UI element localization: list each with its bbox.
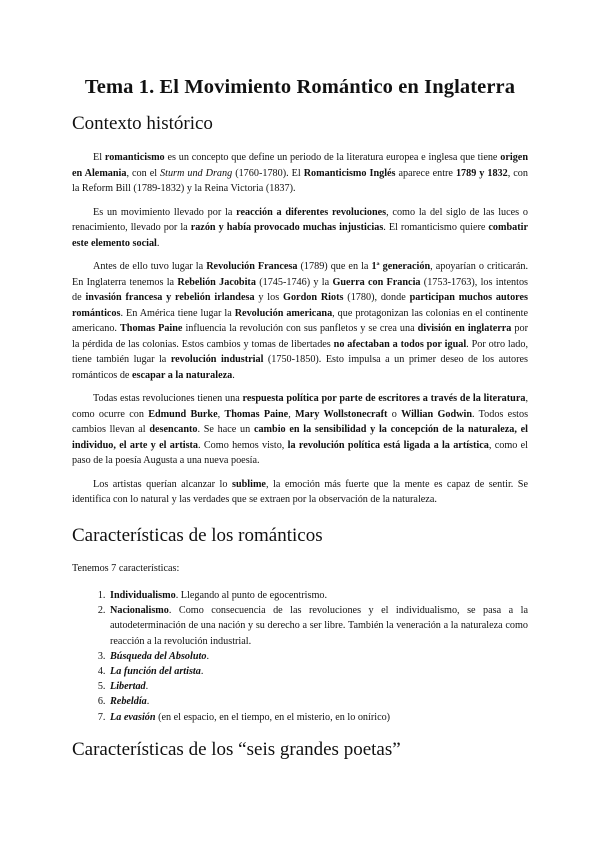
list-intro: Tenemos 7 características:	[72, 562, 180, 574]
document-title: Tema 1. El Movimiento Romántico en Inglaterra	[84, 76, 516, 98]
list-item: 2. Nacionalismo. Como consecuencia de las revoluciones y el individualismo, se pasa a la autodeterminación de una nación y su derecho a ser libre. También la veneración a la naturaleza como reacción a la revolución industrial.	[108, 603, 528, 649]
paragraph-4: Todas estas revoluciones tienen una respuesta política por parte de escritores a través de la literatura, como ocurre con Edmund Burke, Thomas Paine, Mary Wollstonecraft o Willian Godwin. Todos estos cambios llevan al desencanto. Se hace un cambio en la sensibilidad y la concepción de la naturaleza, el individuo, el arte y el artista. Como hemos visto, la revolución política está ligada a la artística, como el paso de la poesía Augusta a una nueva poesía.	[72, 393, 529, 466]
list-item: 4. La función del artista.	[108, 664, 528, 679]
paragraph-2: Es un movimiento llevado por la reacción a diferentes revoluciones, como la del siglo de las luces o renacimiento, llevado por la razón y había provocado muchas injusticias. El romanticismo quiere combatir este elemento social.	[72, 206, 529, 249]
list-item: 5. Libertad.	[108, 679, 528, 694]
section-heading-caracteristicas: Características de los románticos	[72, 524, 323, 546]
paragraph-1: El romanticismo es un concepto que define un periodo de la literatura europea e inglesa que tiene origen en Alemania, con el Sturm und Drang (1760-1780). El Romanticismo Inglés aparece entre 1789 y 1832, con la Reform Bill (1789-1832) y la Reina Victoria (1837).	[72, 152, 528, 194]
list-item: 6. Rebeldía.	[108, 694, 528, 709]
section-heading-contexto: Contexto histórico	[72, 113, 213, 134]
list-item: 1. Individualismo. Llegando al punto de egocentrismo.	[108, 588, 528, 603]
section-heading-seis-poetas: Características de los “seis grandes poetas”	[72, 738, 401, 760]
characteristics-list	[72, 588, 528, 725]
list-item: 3. Búsqueda del Absoluto.	[108, 649, 528, 664]
paragraph-3: Antes de ello tuvo lugar la Revolución Francesa (1789) que en la 1ª generación, apoyarían o criticarán. En Inglaterra tenemos la Rebelión Jacobita (1745-1746) y la Guerra con Francia (1753-1763), los intentos de invasión francesa y rebelión irlandesa y los Gordon Riots (1780), donde participan muchos autores románticos. En América tiene lugar la Revolución americana, que protagonizan las colonias en el continente americano. Thomas Paine influencia la revolución con sus panfletos y se crea una división en inglaterra por la pérdida de las colonias. Estos cambios y tomas de libertades no afectaban a todos por igual. Por otro lado, tiene también lugar la revolución industrial (1750-1850). Esto impulsa a un primer deseo de los autores románticos de escapar a la naturaleza.	[72, 261, 529, 381]
list-item: 7. La evasión (en el espacio, en el tiempo, en el misterio, en lo onírico)	[108, 710, 528, 725]
paragraph-5: Los artistas querían alcanzar lo sublime, la emoción más fuerte que la mente es capaz de sentir. Se identifica con lo natural y las verdades que se extraen por la observación de la naturaleza.	[72, 478, 528, 505]
